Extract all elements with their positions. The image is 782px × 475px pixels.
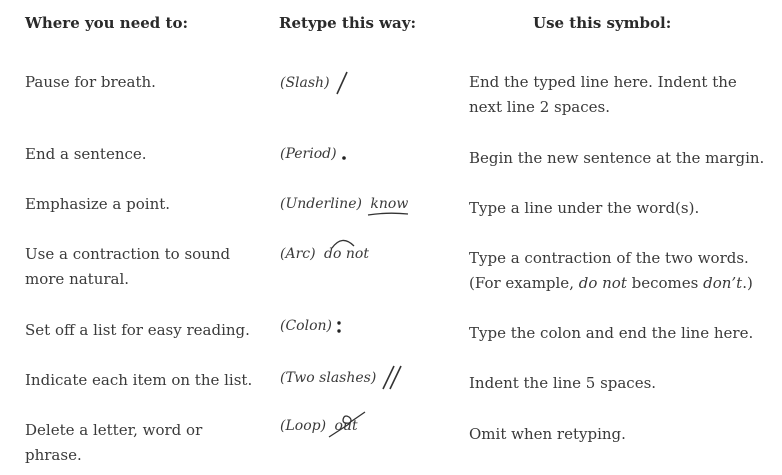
row-3-retype: [280, 192, 408, 217]
row-5-retype: [280, 314, 344, 339]
row-4-retype-label: (Arc): [280, 246, 316, 262]
row-6-use: Indent the line 5 spaces.: [469, 374, 657, 392]
colon-mark-icon: [336, 315, 344, 337]
row-4-use-mid: becomes: [626, 274, 704, 292]
row-4-retype: [280, 242, 369, 267]
loop-mark-icon: [335, 414, 358, 439]
row-3-retype-label: (Underline): [280, 196, 362, 212]
row-6-retype: [280, 364, 404, 392]
row-7-use: Omit when retyping.: [469, 425, 626, 443]
row-7-retype: [280, 414, 358, 439]
row-7-retype-label: (Loop): [280, 418, 327, 434]
arc-mark-icon: [324, 242, 369, 267]
row-1-use: End the typed line here. Indent the next line 2 spaces.: [469, 73, 737, 116]
row-2-retype: [280, 142, 349, 167]
row-4-use: [469, 246, 769, 296]
row-5-need: Set off a list for easy reading.: [25, 321, 250, 339]
header-use-this-symbol: Use this symbol:: [533, 14, 672, 32]
row-1-need: Pause for breath.: [25, 73, 156, 91]
header-where-you-need-to: Where you need to:: [25, 14, 188, 32]
row-4-example-words: do not: [324, 246, 369, 262]
row-4-use-pre: (For example,: [469, 274, 579, 292]
row-1-retype-label: (Slash): [280, 75, 330, 91]
row-4-use-em1: do not: [578, 274, 627, 292]
header-retype-this-way: Retype this way:: [279, 14, 416, 32]
row-6-need: Indicate each item on the list.: [25, 371, 253, 389]
underline-mark-icon: [370, 192, 408, 217]
row-3-need: Emphasize a point.: [25, 195, 171, 213]
row-5-retype-label: (Colon): [280, 318, 332, 334]
row-4-use-line1: Type a contraction of the two words.: [469, 249, 749, 267]
row-7-example-word: out: [334, 418, 358, 434]
two-slashes-mark-icon: [380, 364, 404, 392]
row-7-need: Delete a letter, word or phrase.: [25, 421, 203, 464]
row-2-retype-label: (Period): [280, 146, 337, 162]
row-4-need: Use a contraction to sound more natural.: [25, 245, 231, 288]
row-2-use: Begin the new sentence at the margin.: [469, 149, 765, 167]
row-3-use: Type a line under the word(s).: [469, 199, 700, 217]
row-4-use-em2: don’t: [703, 274, 743, 292]
period-mark-icon: [341, 144, 349, 164]
row-5-use: Type the colon and end the line here.: [469, 324, 754, 342]
slash-mark-icon: [334, 70, 350, 96]
row-6-retype-label: (Two slashes): [280, 370, 377, 386]
row-4-use-post: .): [742, 274, 753, 292]
row-3-example-word: know: [370, 196, 409, 212]
row-4-use-line2: [469, 271, 769, 296]
row-2-need: End a sentence.: [25, 145, 147, 163]
row-1-retype: [280, 70, 350, 96]
